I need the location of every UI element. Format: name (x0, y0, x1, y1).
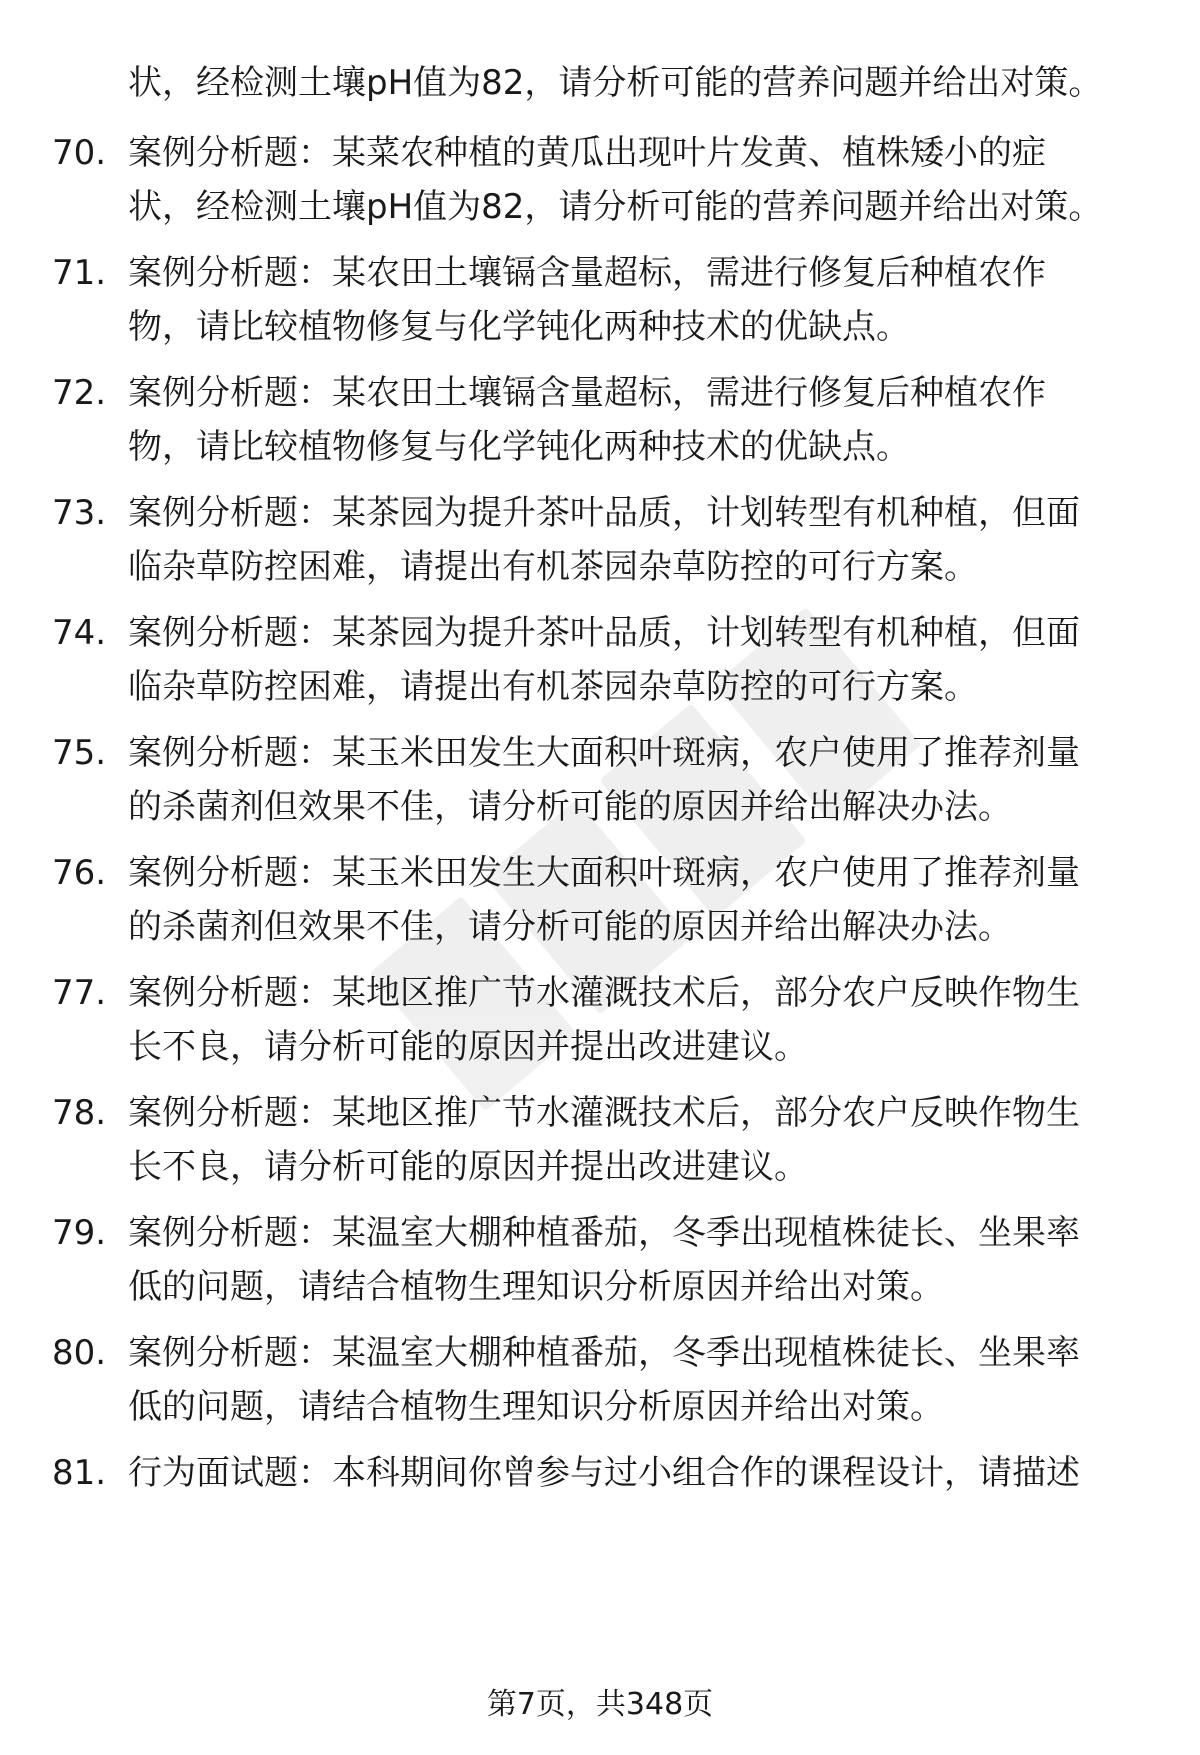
question-text-line-1: 案例分析题：某玉米田发生大面积叶斑病，农户使用了推荐剂量 (128, 733, 1080, 773)
question-text-line-1: 案例分析题：某菜农种植的黄瓜出现叶片发黄、植株矮小的症 (128, 133, 1046, 173)
question-item-81 (0, 1446, 1200, 1500)
question-text-line-2: 临杂草防控困难，请提出有机茶园杂草防控的可行方案。 (128, 667, 978, 707)
question-item-79 (0, 1206, 1200, 1314)
question-text-line-2: 临杂草防控困难，请提出有机茶园杂草防控的可行方案。 (128, 547, 978, 587)
question-number: 71. (52, 253, 107, 293)
question-text-line-1: 案例分析题：某茶园为提升茶叶品质，计划转型有机种植，但面 (128, 493, 1080, 533)
question-text-line-1: 案例分析题：某地区推广节水灌溉技术后，部分农户反映作物生 (128, 973, 1080, 1013)
question-text-line-2: 长不良，请分析可能的原因并提出改进建议。 (128, 1147, 808, 1187)
question-number: 77. (52, 973, 107, 1013)
question-text-line-1: 案例分析题：某温室大棚种植番茄，冬季出现植株徒长、坐果率 (128, 1213, 1080, 1253)
question-text-line-2: 低的问题，请结合植物生理知识分析原因并给出对策。 (128, 1387, 944, 1427)
question-number: 80. (52, 1333, 107, 1373)
question-item-76 (0, 846, 1200, 954)
question-item-74 (0, 606, 1200, 714)
question-number: 78. (52, 1093, 107, 1133)
question-item-72 (0, 366, 1200, 474)
question-item-77 (0, 966, 1200, 1074)
question-text-line-1: 案例分析题：某农田土壤镉含量超标，需进行修复后种植农作 (128, 253, 1046, 293)
question-text-line-2: 物，请比较植物修复与化学钝化两种技术的优缺点。 (128, 307, 910, 347)
question-text-line-1: 案例分析题：某茶园为提升茶叶品质，计划转型有机种植，但面 (128, 613, 1080, 653)
question-item-70 (0, 126, 1200, 234)
question-text-line-1: 案例分析题：某地区推广节水灌溉技术后，部分农户反映作物生 (128, 1093, 1080, 1133)
question-text-line-2: 的杀菌剂但效果不佳，请分析可能的原因并给出解决办法。 (128, 907, 1012, 947)
question-text-line-1: 案例分析题：某温室大棚种植番茄，冬季出现植株徒长、坐果率 (128, 1333, 1080, 1373)
question-number: 76. (52, 853, 107, 893)
question-item-75 (0, 726, 1200, 834)
question-number: 75. (52, 733, 107, 773)
question-item-71 (0, 246, 1200, 354)
question-text-line-1: 行为面试题：本科期间你曾参与过小组合作的课程设计，请描述 (128, 1453, 1080, 1493)
question-text-line-2: 长不良，请分析可能的原因并提出改进建议。 (128, 1027, 808, 1067)
question-number: 70. (52, 133, 107, 173)
question-item-80 (0, 1326, 1200, 1434)
question-item-78 (0, 1086, 1200, 1194)
question-number: 73. (52, 493, 107, 533)
question-item-73 (0, 486, 1200, 594)
page-footer: 第7页，共348页 (486, 1687, 714, 1722)
question-text-line-1: 案例分析题：某玉米田发生大面积叶斑病，农户使用了推荐剂量 (128, 853, 1080, 893)
question-number: 79. (52, 1213, 107, 1253)
question-number: 81. (52, 1453, 107, 1493)
continuation-line: 状，经检测土壤pH值为82，请分析可能的营养问题并给出对策。 (128, 63, 1103, 103)
question-text-line-2: 的杀菌剂但效果不佳，请分析可能的原因并给出解决办法。 (128, 787, 1012, 827)
question-text-line-2: 物，请比较植物修复与化学钝化两种技术的优缺点。 (128, 427, 910, 467)
question-number: 74. (52, 613, 107, 653)
question-text-line-2: 低的问题，请结合植物生理知识分析原因并给出对策。 (128, 1267, 944, 1307)
question-text-line-2: 状，经检测土壤pH值为82，请分析可能的营养问题并给出对策。 (128, 187, 1103, 227)
question-number: 72. (52, 373, 107, 413)
question-text-line-1: 案例分析题：某农田土壤镉含量超标，需进行修复后种植农作 (128, 373, 1046, 413)
